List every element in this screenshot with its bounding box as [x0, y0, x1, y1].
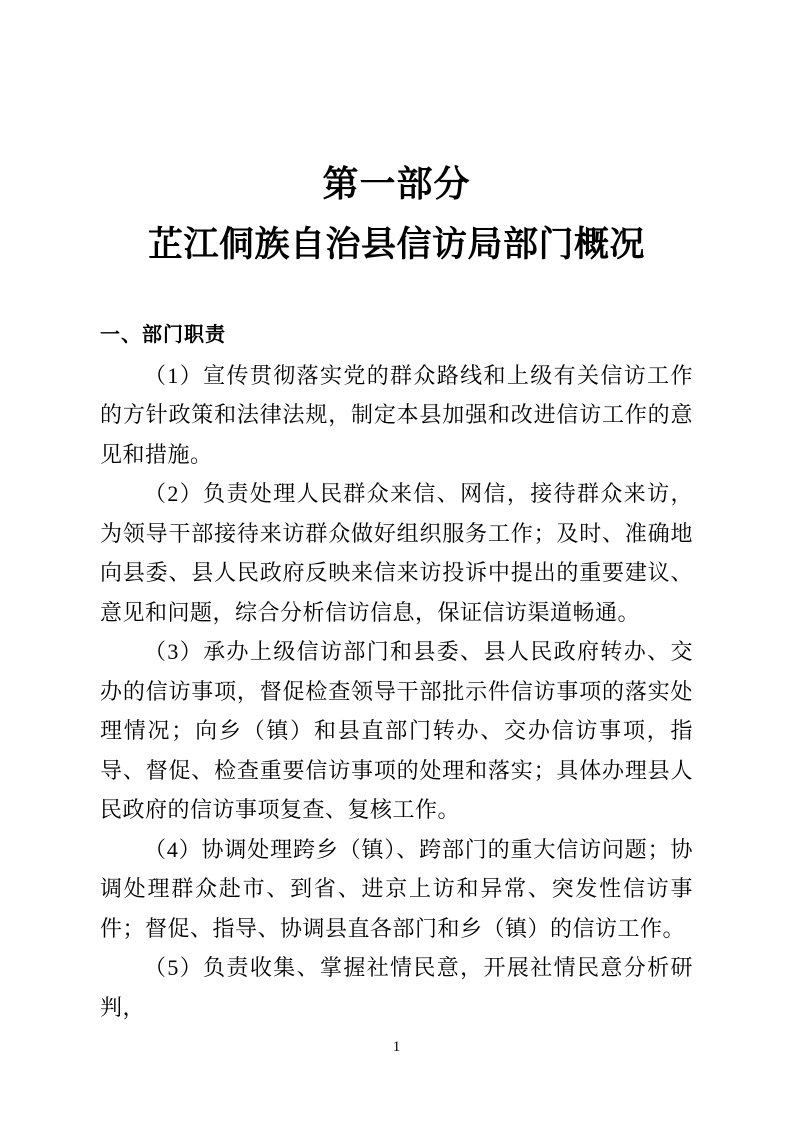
paragraph-duty-5: （5）负责收集、掌握社情民意，开展社情民意分析研判， — [100, 955, 693, 1020]
doc-subtitle: 芷江侗族自治县信访局部门概况 — [147, 225, 645, 264]
page-number: 1 — [392, 1039, 401, 1055]
paragraph-duty-2: （2）负责处理人民群众来信、网信，接待群众来访，为领导干部接待来访群众做好组织服务工作；及时、准确地向县委、县人民政府反映来信来访投诉中提出的重要建议、意见和问题，综合分析信访信息，保证信访渠道畅通。 — [100, 481, 693, 625]
doc-part-title: 第一部分 — [322, 164, 471, 204]
paragraph-duty-1: （1）宣传贯彻落实党的群众路线和上级有关信访工作的方针政策和法律法规，制定本县加强和改进信访工作的意见和措施。 — [100, 362, 693, 467]
paragraph-duty-4: （4）协调处理跨乡（镇）、跨部门的重大信访问题；协调处理群众赴市、到省、进京上访和异常、突发性信访事件；督促、指导、协调县直各部门和乡（镇）的信访工作。 — [100, 836, 693, 941]
document-body — [100, 316, 693, 1027]
section-heading-duties: 一、部门职责 — [100, 324, 226, 346]
paragraph-duty-3: （3）承办上级信访部门和县委、县人民政府转办、交办的信访事项，督促检查领导干部批示件信访事项的落实处理情况；向乡（镇）和县直部门转办、交办信访事项，指导、督促、检查重要信访事项的处理和落实；具体办理县人民政府的信访事项复查、复核工作。 — [100, 639, 693, 822]
